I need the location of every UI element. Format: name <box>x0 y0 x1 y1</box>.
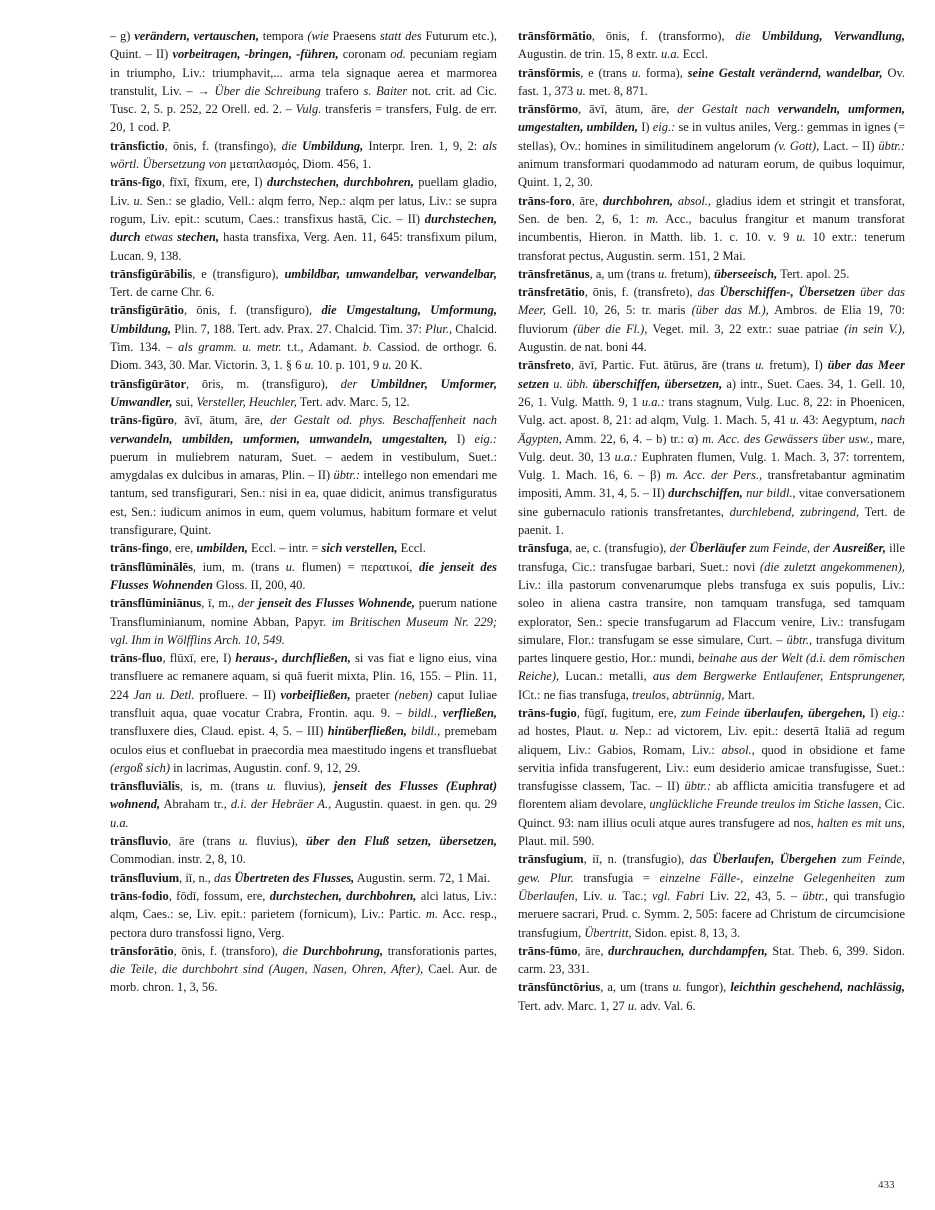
dictionary-entry: trānsfōrmātio, ōnis, f. (transformo), die Umbildung, Verwandlung, Augustin. de trin. 15, 8 extr. u.a. Eccl. <box>518 29 906 62</box>
dictionary-entry: trānsfretātio, ōnis, f. (transfreto), das Überschiffen-, Übersetzen über das Meer, Gell. 10, 26, 5: tr. maris (über das M.), Ambros. de Elia 19, 70: fluviorum (über die Fl.), Veget. mil. 3, 22 extr.: suae patriae (in sein V.), Augustin. de nat. boni 44. <box>518 285 906 355</box>
dictionary-entry: trāns-fodio, fōdī, fossum, ere, durchstechen, durchbohren, alci latus, Liv.: alqm, Caes.: se, Liv. epit.: parietem (fornicum), Liv.: Partic. m. Acc. resp., pectora duro transfossi ligno, Verg. <box>110 888 497 940</box>
dictionary-entry: trāns-fūmo, āre, durchrauchen, durchdampfen, Stat. Theb. 6, 399. Sidon. carm. 23, 331. <box>518 943 906 977</box>
dictionary-entry: trāns-figūro, āvī, ātum, āre, der Gestalt od. phys. Beschaffenheit nach verwandeln, umbilden, umformen, umwandeln, umgestalten, I) eig.: puerum in muliebrem naturam, Suet. – aedem in vestibulum, Suet.: amygdalas ex dulcibus in amaras, Plin. – II) übtr.: intellego non emendari me tantum, sed transfigurari, Sen.: nisi in ea, quae didicit, animus transfiguratus est, Sen.: iudicum animos in eum, quem volumus, habitum formare et velut transfigurare, Quint. <box>110 413 498 538</box>
right-column <box>518 27 905 1015</box>
dictionary-entry: trānsflūminiānus, ī, m., der jenseit des Flusses Wohnende, puerum natione Transfluminianum, nomine Abban, Papyr. im Britischen Museum Nr. 229; vgl. Ihm in Wölfflins Arch. 10, 549. <box>110 596 497 647</box>
dictionary-entry: trānsfictio, ōnis, f. (transfingo), die Umbildung, Interpr. Iren. 1, 9, 2: als wörtl. Übersetzung von μεταπλασμός, Diom. 456, 1. <box>110 138 498 172</box>
dictionary-entry: trānsfigūrātio, ōnis, f. (transfiguro), die Umgestaltung, Umformung, Umbildung, Plin. 7, 188. Tert. adv. Prax. 27. Chalcid. Tim. 37: Plur., Chalcid. Tim. 134. – als gramm. u. metr. t.t., Adamant. b. Cassiod. de orthogr. 6. Diom. 343, 30. Mar. Victorin. 3, 1. § 6 u. 10. p. 101, 9 u. 20 K. <box>110 303 497 373</box>
dictionary-entry: trānsfluviālis, is, m. (trans u. fluvius), jenseit des Flusses (Euphrat) wohnend, Abraham tr., d.i. der Hebräer A., Augustin. quaest. in gen. qu. 29 u.a. <box>110 779 497 830</box>
dictionary-entry: trānsfugium, iī, n. (transfugio), das Überlaufen, Übergehen zum Feinde, gew. Plur. transfugia = einzelne Fälle-, einzelne Gelegenheiten zum Überlaufen, Liv. u. Tac.; vgl. Fabri Liv. 22, 43, 5. – übtr., qui transfugio meruere sacrari, Prud. c. Symm. 2, 505: facere ad Christum de circumcisione transfugium, Übertritt, Sidon. epist. 8, 13, 3. <box>518 852 906 940</box>
dictionary-entry: trāns-fugio, fūgī, fugitum, ere, zum Feinde überlaufen, übergehen, I) eig.: ad hostes, Plaut. u. Nep.: ad victorem, Liv. epit.: desertā Italiā ad regum aliquem, Liv.: Gabios, Romam, Liv.: absol., quod in obsidione et fame servitia infida transfugerent, Liv.: eum desiderio amicae transfugisse, Suet.: transfugisse classem, Tac. – II) übtr.: ab afflicta amicitia transfugere et ad florentem aliam devolare, unglückliche Freunde treulos im Stiche lassen, Cic. Quinct. 93: nam illius oculi atque aures transfugere ad nos, halten es mit uns, Plaut. mil. 590. <box>518 705 905 849</box>
dictionary-entry: trānsforātio, ōnis, f. (transforo), die Durchbohrung, transforationis partes, die Teile, die durchbohrt sind (Augen, Nasen, Ohren, After), Cael. Aur. de morb. chron. 1, 3, 56. <box>110 943 498 995</box>
dictionary-entry: trānsfūnctōrius, a, um (trans u. fungor), leichthin geschehend, nachlässig, Tert. adv. Marc. 1, 27 u. adv. Val. 6. <box>518 980 906 1013</box>
dictionary-entry: trānsfreto, āvī, Partic. Fut. ātūrus, āre (trans u. fretum), I) über das Meer setzen u. übh. überschiffen, übersetzen, a) intr., Suet. Caes. 34, 1. Gell. 10, 26, 1. Vulg. Matth. 9, 1 u.a.: trans stagnum, Vulg. Luc. 8, 22: in Phoenicen, Vulg. act. apost. 8, 21: ad alqm, Vulg. 1. Mach. 5, 41 u. 43: Aegyptum, nach Ägypten, Amm. 22, 6, 4. – b) tr.: α) m. Acc. des Gewässers über usw., mare, Vulg. deut. 30, 13 u.a.: Euphraten flumen, Vulg. 1. Mach. 3, 37: torrentem, Vulg. 1. Mach. 16, 6. – β) m. Acc. der Pers., transfretabantur agminatim impositi, Amm. 31, 4, 5. – II) durchschiffen, nur bildl., vitae conversationem sine gubernaculo rationis transfretantes, durchlebend, zubringend, Tert. de paenit. 1. <box>518 358 906 538</box>
dictionary-entry: trānsfluvio, āre (trans u. fluvius), über den Fluß setzen, übersetzen, Commodian. instr. 2, 8, 10. <box>110 834 497 867</box>
page-number: 433 <box>878 1179 895 1191</box>
dictionary-entry: trānsfluvium, iī, n., das Übertreten des Flusses, Augustin. serm. 72, 1 Mai. <box>110 870 491 885</box>
dictionary-entry: trānsfretānus, a, um (trans u. fretum), überseeisch, Tert. apol. 25. <box>518 266 850 281</box>
dictionary-entry: trānsfigūrābilis, e (transfiguro), umbildbar, umwandelbar, verwandelbar, Tert. de carne Chr. 6. <box>110 266 497 300</box>
left-column <box>110 27 497 997</box>
dictionary-entry: – g) verändern, vertauschen, tempora (wie Praesens statt des Futurum etc.), Quint. – II) vorbeitragen, -bringen, -führen, coronam od. pecuniam regiam in triumpho, Liv.: triumphavit,... arma tela signaque aerea et marmorea transtulit, Liv. – → Über die Schreibung trafero s. Baiter not. crit. ad Cic. Tusc. 2, 5. p. 252, 22 Orell. ed. 2. – Vulg. transferis = transfers, Fulg. de err. 20, 1 cod. P. <box>110 29 498 135</box>
dictionary-entry: trānsflūminālēs, ium, m. (trans u. flumen) = περατικοί, die jenseit des Flusses Wohnenden Gloss. II, 200, 40. <box>110 559 497 592</box>
dictionary-entry: trāns-fluo, flūxī, ere, I) heraus-, durchfließen, si vas fiat e ligno eius, vina transfluere ac remanere aquam, si quā fuerit mixta, Plin. 16, 155. – Plin. 11, 224 Jan u. Detl. profluere. – II) vorbeifließen, praeter (neben) caput Iuliae transfluit aqua, quae vocatur Crabra, Frontin. aqu. 9. – bildl., verfließen, transfluxere dies, Claud. epist. 4, 5. – III) hinüberfließen, bildl., premebam oculos eius et confluebat in praecordia mea maestitudo ingens et transfluebat (ergoß sich) in lacrimas, Augustin. conf. 9, 12, 29. <box>110 651 498 775</box>
dictionary-entry: trānsfuga, ae, c. (transfugio), der Überläufer zum Feinde, der Ausreißer, ille transfuga, Cic.: transfugae barbari, Suet.: novi (die zuletzt angekommenen), Liv.: illa pastorum convenarumque plebs transfuga ex suis populis, Liv.: soleo in aliena castra transire, non tamquam transfuga, sed tamquam explorator, Sen.: specie transfugarum ad Flaccum venire, Liv.: transfugam simulare, Flor.: transfugam se esse simulare, Curt. – übtr., transfuga divitum partes linquere gestio, Hor.: mundi, beinahe aus der Welt (d.i. dem römischen Reiche), Lucan.: metalli, aus dem Bergwerke Entlaufener, Entsprungener, ICt.: ne fias transfuga, treulos, abtrünnig, Mart. <box>518 541 906 702</box>
dictionary-entry: trānsfōrmo, āvī, ātum, āre, der Gestalt nach verwandeln, umformen, umgestalten, umbilden, I) eig.: se in vultus aniles, Verg.: gemmas in ignes (= stellas), Ov.: homines in similitudinem angelorum (v. Gott), Lact. – II) übtr.: animum transformari quodammodo ad naturam eorum, de quibus loquimur, Quint. 1, 2, 30. <box>518 102 906 190</box>
dictionary-entry: trānsfigūrātor, ōris, m. (transfiguro), der Umbildner, Umformer, Umwandler, sui, Versteller, Heuchler, Tert. adv. Marc. 5, 12. <box>110 376 497 409</box>
dictionary-entry: trānsfōrmis, e (trans u. forma), seine Gestalt verändernd, wandelbar, Ov. fast. 1, 373 u. met. 8, 871. <box>518 65 905 98</box>
dictionary-entry: trāns-fīgo, fīxī, fīxum, ere, I) durchstechen, durchbohren, puellam gladio, Liv. u. Sen.: se gladio, Vell.: alqm ferro, Nep.: alqm per latus, Liv.: se supra rogum, Liv. epit.: scutum, Caes.: transfixus hastā, Cic. – II) durchstechen, durch etwas stechen, hasta transfixa, Verg. Aen. 11, 645: transfixum pilum, Lucan. 9, 138. <box>110 175 498 263</box>
dictionary-entry: trāns-fingo, ere, umbilden, Eccl. – intr. = sich verstellen, Eccl. <box>110 541 426 556</box>
dictionary-entry: trāns-foro, āre, durchbohren, absol., gladius idem et stringit et transforat, Sen. de ben. 2, 6, 1: m. Acc., baculus frangitur et manum transforat incumbentis, Hieron. in Matth. lib. 1. c. 10. v. 9 u. 10 extr.: tenerum transforat pectus, Augustin. serm. 151, 2 Mai. <box>518 193 905 263</box>
